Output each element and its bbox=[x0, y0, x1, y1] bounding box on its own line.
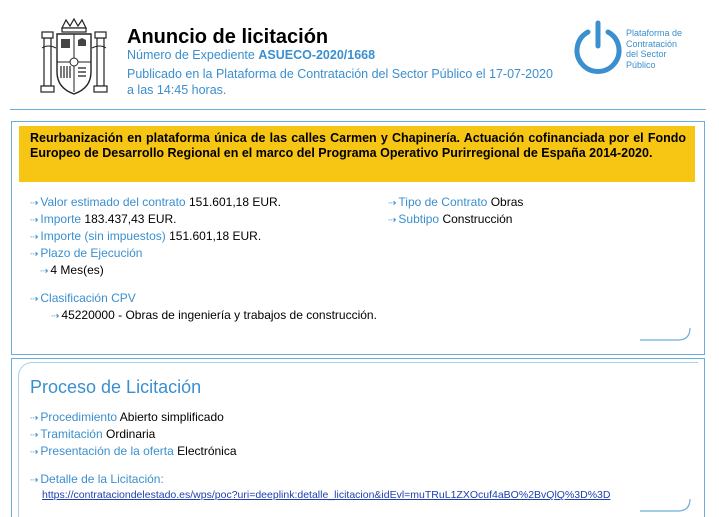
importe-row bbox=[30, 212, 176, 228]
plazo-ejecucion-row bbox=[30, 246, 142, 262]
procedimiento-label: Procedimiento bbox=[40, 410, 118, 424]
subtipo-row bbox=[388, 212, 512, 228]
plazo-ejecucion-value: 4 Mes(es) bbox=[50, 263, 104, 277]
publication-line-1: Publicado en la Plataforma de Contratación del Sector Público el 17-07-2020 bbox=[127, 67, 553, 81]
importe-value: 183.437,43 EUR. bbox=[84, 212, 177, 226]
tramitacion-value: Ordinaria bbox=[105, 427, 156, 441]
clasificacion-cpv-row bbox=[30, 291, 136, 307]
presentacion-oferta-row bbox=[30, 444, 237, 460]
importe-label: Importe bbox=[40, 212, 82, 226]
arrow-icon: ⇢ bbox=[30, 232, 39, 243]
importe-sin-impuestos-row bbox=[30, 229, 261, 245]
plazo-ejecucion-value-row bbox=[40, 263, 104, 279]
tipo-contrato-row bbox=[388, 195, 523, 211]
platform-name-line: del Sector bbox=[626, 49, 667, 59]
arrow-icon: ⇢ bbox=[30, 249, 39, 260]
detalle-licitacion-link[interactable]: https://contrataciondelestado.es/wps/poc?uri=deeplink:detalle_licitacion&idEvl=muTRuL1ZXOcuf4aBO%2BvQlQ%3D%3D bbox=[42, 489, 611, 501]
expediente-label: Número de Expediente bbox=[127, 48, 255, 62]
arrow-icon: ⇢ bbox=[30, 215, 39, 226]
importe-sin-impuestos-value: 151.601,18 EUR. bbox=[169, 229, 262, 243]
detalle-licitacion-row bbox=[30, 472, 164, 488]
procedimiento-value: Abierto simplificado bbox=[119, 410, 224, 424]
tipo-contrato-label: Tipo de Contrato bbox=[398, 195, 488, 209]
arrow-icon: ⇢ bbox=[388, 198, 397, 209]
arrow-icon: ⇢ bbox=[388, 215, 397, 226]
coat-of-arms-icon bbox=[40, 18, 108, 98]
arrow-icon: ⇢ bbox=[30, 413, 39, 424]
tramitacion-row bbox=[30, 427, 155, 443]
platform-name-line: Público bbox=[626, 59, 656, 70]
arrow-icon: ⇢ bbox=[30, 447, 39, 458]
subtipo-label: Subtipo bbox=[398, 212, 440, 226]
expediente-line bbox=[127, 48, 375, 62]
presentacion-oferta-value: Electrónica bbox=[177, 444, 237, 458]
tipo-contrato-value: Obras bbox=[490, 195, 524, 209]
arrow-icon: ⇢ bbox=[30, 294, 39, 305]
corner-swoosh bbox=[640, 497, 692, 513]
importe-sin-impuestos-label: Importe (sin impuestos) bbox=[40, 229, 166, 243]
clasificacion-cpv-value: 45220000 - Obras de ingeniería y trabajos de construcción. bbox=[61, 308, 377, 322]
arrow-icon: ⇢ bbox=[40, 266, 49, 277]
proceso-title: Proceso de Licitación bbox=[30, 377, 202, 397]
platform-name-line: Plataforma de bbox=[626, 28, 683, 38]
header-divider bbox=[10, 109, 706, 110]
procedimiento-row bbox=[30, 410, 224, 426]
page-title: Anuncio de licitación bbox=[127, 26, 329, 48]
tramitacion-label: Tramitación bbox=[40, 427, 103, 441]
detalle-licitacion-label: Detalle de la Licitación: bbox=[40, 472, 164, 486]
platform-name bbox=[626, 28, 696, 70]
corner-swoosh bbox=[640, 326, 692, 342]
platform-name-line: Contratación bbox=[626, 38, 678, 49]
valor-estimado-label: Valor estimado del contrato bbox=[40, 195, 186, 209]
arrow-icon: ⇢ bbox=[30, 198, 39, 209]
clasificacion-cpv-label: Clasificación CPV bbox=[40, 291, 136, 305]
presentacion-oferta-label: Presentación de la oferta bbox=[40, 444, 174, 458]
subtipo-value: Construcción bbox=[442, 212, 513, 226]
valor-estimado-row bbox=[30, 195, 281, 211]
publication-info bbox=[127, 66, 553, 98]
publication-line-2: a las 14:45 horas. bbox=[127, 83, 227, 97]
expediente-value: ASUECO-2020/1668 bbox=[258, 48, 376, 62]
contract-title: Reurbanización en plataforma única de las calles Carmen y Chapinería. Actuación cofinanciada por el Fondo Europeo de Desarrollo Regional en el marco del Programa Operativo Purirregional de España 2014-2020. bbox=[30, 131, 686, 160]
arrow-icon: ⇢ bbox=[51, 311, 60, 322]
clasificacion-cpv-value-row bbox=[51, 308, 377, 324]
power-logo-icon bbox=[572, 20, 624, 76]
valor-estimado-value: 151.601,18 EUR. bbox=[188, 195, 281, 209]
arrow-icon: ⇢ bbox=[30, 475, 39, 486]
plazo-ejecucion-label: Plazo de Ejecución bbox=[40, 246, 143, 260]
arrow-icon: ⇢ bbox=[30, 430, 39, 441]
